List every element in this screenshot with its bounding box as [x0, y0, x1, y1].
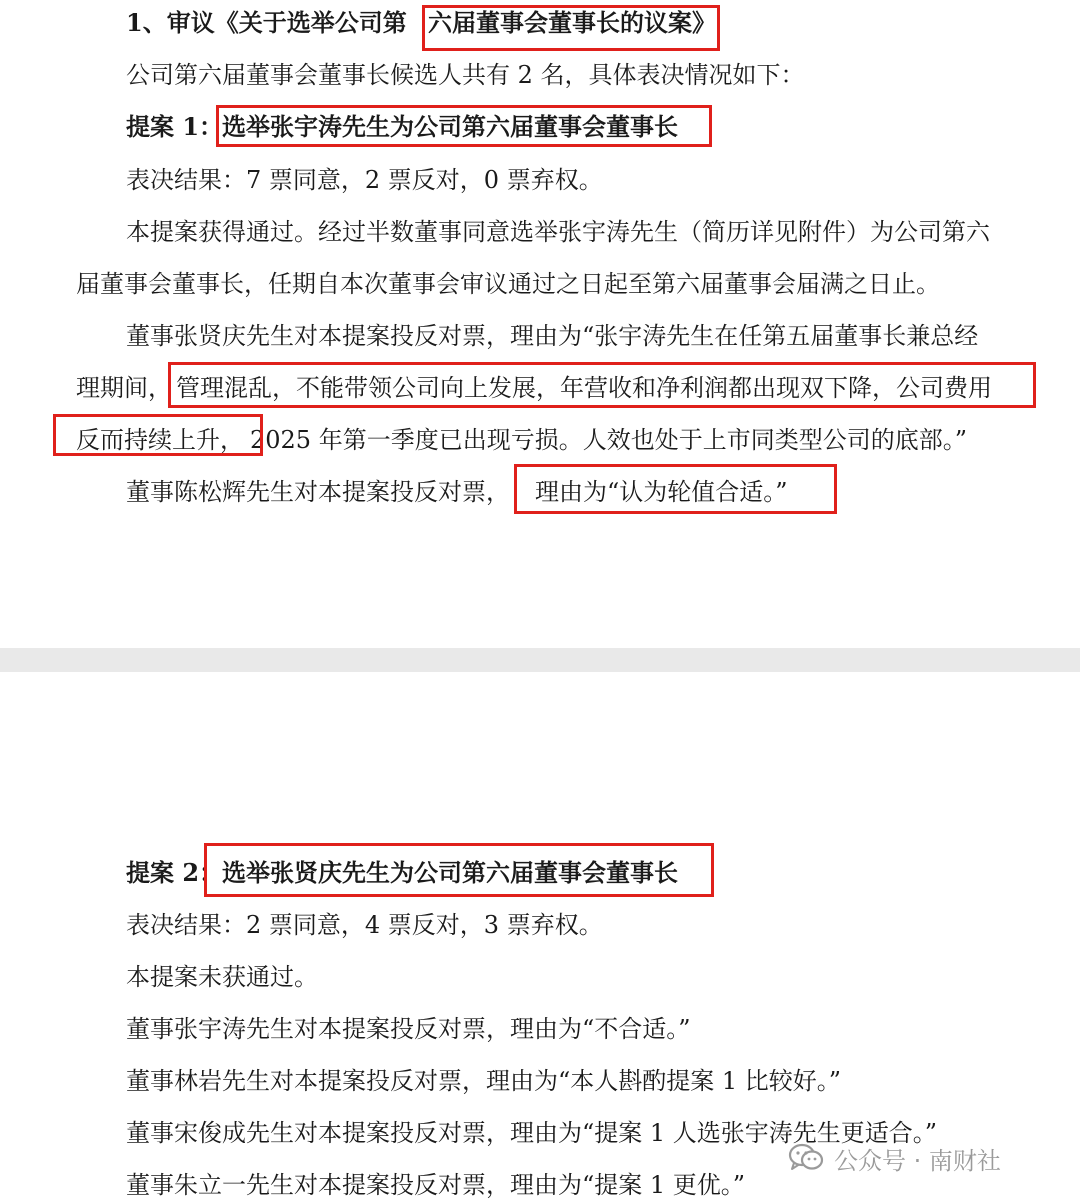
proposal-1-vote-text: 表决结果：7 票同意，2 票反对，0 票弃权。 [126, 166, 603, 194]
wechat-icon [788, 1143, 824, 1173]
dissent-1-line-1 [0, 319, 1080, 353]
dissent-1-highlight-3: 反而持续上升， [76, 426, 244, 454]
proposal-2-failed [0, 960, 1080, 994]
dissent-1-line-2 [0, 371, 1080, 405]
candidates-intro [0, 58, 1080, 92]
dissent-1-rest: 2025 年第一季度已出现亏损。人效也处于上市同类型公司的底部。” [250, 426, 967, 454]
proposal-1-title: 选举张宇涛先生为公司第六届董事会董事长 [222, 112, 678, 141]
proposal-2-title: 选举张贤庆先生为公司第六届董事会董事长 [222, 858, 678, 887]
proposal-2-failed-text: 本提案未获通过。 [126, 963, 318, 991]
document-page-2 [0, 672, 1080, 1200]
proposal-1-label: 提案 1： [126, 112, 224, 141]
proposal-2-vote-text: 表决结果：2 票同意，4 票反对，3 票弃权。 [126, 911, 603, 939]
dissent-2-prefix: 董事陈松辉先生对本提案投反对票， [126, 478, 510, 506]
dissent-1-line-3 [0, 423, 1080, 457]
resolution-heading [0, 6, 1080, 40]
objection-4-text: 董事朱立一先生对本提案投反对票，理由为“提案 1 更优。” [126, 1171, 746, 1199]
page-separator [0, 648, 1080, 672]
heading-highlight: 六届董事会董事长的议案》 [428, 8, 716, 37]
proposal-1-passed-line-2 [0, 267, 1080, 301]
objection-1-text: 董事张宇涛先生对本提案投反对票，理由为“不合适。” [126, 1015, 691, 1043]
dissent-1-prefix: 理期间， [76, 374, 172, 402]
proposal-2-vote [0, 908, 1080, 942]
objection-1 [0, 1012, 1080, 1046]
objection-3-text: 董事宋俊成先生对本提案投反对票，理由为“提案 1 人选张宇涛先生更适合。” [126, 1119, 938, 1147]
watermark [788, 1138, 1001, 1178]
intro-text: 公司第六届董事会董事长候选人共有 2 名，具体表决情况如下： [126, 61, 805, 89]
dissent-2-line [0, 475, 1080, 509]
proposal-1-passed-text-1: 本提案获得通过。经过半数董事同意选举张宇涛先生（简历详见附件）为公司第六 [126, 218, 990, 246]
watermark-text: 公众号 · 南财社 [834, 1146, 1001, 1175]
proposal-2-label: 提案 2： [126, 858, 224, 887]
heading-prefix: 1、审议《关于选举公司第 [126, 8, 407, 37]
proposal-1-vote [0, 163, 1080, 197]
dissent-1-text-1: 董事张贤庆先生对本提案投反对票，理由为“张宇涛先生在任第五届董事长兼总经 [126, 322, 979, 350]
proposal-1-heading [0, 110, 1080, 144]
proposal-1-passed-text-2: 届董事会董事长，任期自本次董事会审议通过之日起至第六届董事会届满之日止。 [76, 270, 940, 298]
dissent-2-highlight: 理由为“认为轮值合适。” [535, 478, 788, 506]
proposal-1-passed-line-1 [0, 215, 1080, 249]
proposal-2-heading [0, 856, 1080, 890]
objection-2-text: 董事林岩先生对本提案投反对票，理由为“本人斟酌提案 1 比较好。” [126, 1067, 842, 1095]
objection-2 [0, 1064, 1080, 1098]
dissent-1-highlight-2: 管理混乱，不能带领公司向上发展，年营收和净利润都出现双下降，公司费用 [176, 374, 992, 402]
